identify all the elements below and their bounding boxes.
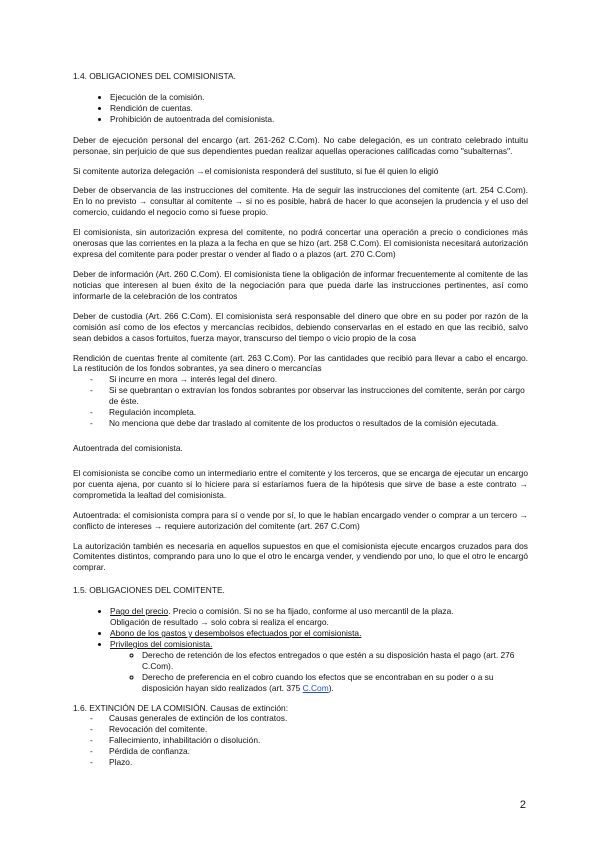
rendicion-items-list <box>73 374 528 429</box>
list-item <box>110 606 528 628</box>
list-item: - Pérdida de confianza. <box>109 746 528 757</box>
list-item: • Rendición de cuentas. <box>110 103 528 114</box>
obligations-list <box>73 92 528 125</box>
list-item <box>110 639 528 694</box>
extincion-list <box>73 713 528 768</box>
ccom-link[interactable]: C.Com <box>302 682 329 693</box>
list-item: - Plazo. <box>109 757 528 768</box>
privilegios-label: Privilegios del comisionista. <box>110 638 213 649</box>
list-item: - No menciona que debe dar traslado al comitente de los productos o resultados de la comisión ejecutada. <box>109 418 528 429</box>
privilegios-sublist <box>110 650 528 694</box>
page-content <box>73 71 528 777</box>
list-item: - Si se quebrantan o extravían los fondos sobrantes por observar las instrucciones del comitente, serán por cargo de éste. <box>109 385 528 407</box>
list-item: - Si incurre en mora → interés legal del dinero. <box>109 374 528 385</box>
obligacion-resultado-text: Obligación de resultado → solo cobra si realiza el encargo. <box>110 617 329 628</box>
list-item: - Causas generales de extinción de los contratos. <box>109 713 528 724</box>
pago-precio-label: Pago del precio <box>110 606 169 617</box>
paragraph-rendicion-cuentas: Rendición de cuentas frente al comitente (art. 263 C.Com). Por las cantidades que recibió para llevar a cabo el encargo. La restitución de los fondos sobrantes, ya sea dinero o mercancías <box>73 352 528 374</box>
section-title-obligaciones-comitente: 1.5. OBLIGACIONES DEL COMITENTE. <box>73 585 225 596</box>
paragraph-delegacion: Si comitente autoriza delegación →el comisionista responderá del sustituto, si fue él quien lo eligió <box>73 165 439 176</box>
comitente-obligations-list <box>73 606 528 693</box>
section-title-extincion: 1.6. EXTINCIÓN DE LA COMISIÓN. Causas de extinción: <box>73 702 289 713</box>
list-item: • Ejecución de la comisión. <box>110 92 528 103</box>
paragraph-custodia: Deber de custodia (Art. 266 C.Com). El comisionista será responsable del dinero que obre en su poder por razón de la comisión así como de los efectos y mercancías recibidos, debiendo conservarlas en el estado en que las recibió, salvo sean debidos a casos fortuitos, fuerza mayor, transcurso del tiempo o vicio propio de la cosa <box>73 310 528 343</box>
pago-precio-text: . Precio o comisión. Si no se ha fijado, conforme al uso mercantil de la plaza. <box>168 606 454 617</box>
list-item: • Prohibición de autoentrada del comisionista. <box>110 114 528 125</box>
list-item: • Abono de los gastos y desembolsos efectuados por el comisionista. <box>110 628 528 639</box>
paragraph-autoentrada: Autoentrada: el comisionista compra para sí o vende por sí, lo que le habían encargado vender o comprar a un tercero → conflicto de intereses → requiere autorización del comitente (art. 267 C.Com) <box>73 509 528 531</box>
list-item <box>142 672 528 694</box>
list-item: - Fallecimiento, inhabilitación o disolución. <box>109 735 528 746</box>
paragraph-encargos-cruzados: La autorización también es necesaria en aquellos supuestos en que el comisionista ejecute encargos cruzados para dos Comitentes distintos, comprando para uno lo que el otro le encarga vender, y vendiendo por uno, lo que el otro le encargó comprar. <box>73 540 528 573</box>
paragraph-observancia: Deber de observancia de las instrucciones del comitente. Ha de seguir las instrucciones del comitente (art. 254 C.Com). En lo no previsto → consultar al comitente → si no es posible, habrá de hacer lo que aconsejen la prudencia y el uso del comercio, cuidando el negocio como si fuese propio. <box>73 185 528 218</box>
paragraph-autorizacion-expresa: El comisionista, sin autorización expresa del comitente, no podrá concertar una operación a precio o condiciones más onerosas que las corrientes en la plaza a la fecha en que se hizo (art. 258 C.Com). El comisionista necesitará autorización expresa del comitente para poder prestar o vender al fiado o a plazos (art. 270 C.Com) <box>73 227 528 260</box>
section-title-obligaciones-comisionista: 1.4. OBLIGACIONES DEL COMISIONISTA. <box>73 71 236 81</box>
preferencia-end: ). <box>328 682 334 693</box>
paragraph-intermediario: El comisionista se concibe como un intermediario entre el comitente y los terceros, que se encarga de ejecutar un encargo por cuenta ajena, por cuanto si lo hiciere para sí estaríamos fuera de la hipótesis que sirve de base a este contrato → comprometida la lealtad del comisionista. <box>73 467 528 500</box>
paragraph-ejecucion-personal: Deber de ejecución personal del encargo (art. 261-262 C.Com). No cabe delegación, es un contrato celebrado intuitu personae, sin perjuicio de que sus dependientes puedan realizar aquellas operaciones calificadas como "subalternas". <box>73 134 528 156</box>
list-item: - Revocación del comitente. <box>109 724 528 735</box>
list-item: - Regulación incompleta. <box>109 407 528 418</box>
preferencia-text: Derecho de preferencia en el cobro cuando los efectos que se encontraban en su poder o a su disposición hayan sido realizados (art. 375 <box>142 671 494 693</box>
subheading-autoentrada: Autoentrada del comisionista. <box>73 442 183 453</box>
page-number: 2 <box>519 799 526 811</box>
list-item: ◦ Derecho de retención de los efectos entregados o que estén a su disposición hasta el pago (art. 276 C.Com). <box>142 650 528 672</box>
paragraph-informacion: Deber de información (Art. 260 C.Com). El comisionista tiene la obligación de informar frecuentemente al comitente de las noticias que interesen al buen éxito de la negociación para que pueda darle las instrucciones pertinentes, así como informarle de la celebración de los contratos <box>73 268 528 301</box>
